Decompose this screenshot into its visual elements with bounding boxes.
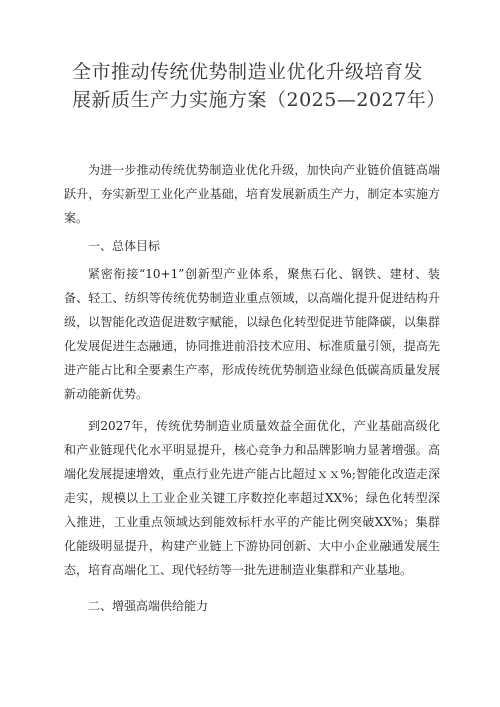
section-2-heading: 二、增强高端供给能力 [88,599,209,613]
spacer [64,406,440,414]
intro-paragraph: 为进一步推动传统优势制造业优化升级，加快向产业链价值链高端跃升，夯实新型工业化产业基础，培育发展新质生产力，制定本实施方案。 [64,163,440,225]
spacer [64,582,440,594]
section-1-paragraph-1: 紧密衔接“10+1”创新型产业体系，聚焦石化、钢铁、建材、装备、轻工、纺织等传统优势制造业重点领域，以高端化提升促进结构升级，以智能化改造促进数字赋能，以绿色化转型促进节能降碳，以集群化发展促进生态融通，协同推进前沿技术应用、标准质量引领，提高先进产能占比和全要素生产率，形成传统优势制造业绿色低碳高质量发展新动能新优势。 [64,267,440,401]
document-title: 全市推动传统优势制造业优化升级培育发展新质生产力实施方案（2025—2027年） [72,61,446,111]
section-1-paragraph-2: 到2027年，传统优势制造业质量效益全面优化，产业基础高级化和产业链现代化水平明显提升，核心竞争力和品牌影响力显著增强。高端化发展提速增效，重点行业先进产能占比超过ｘｘ%;智能化改造走深走实，规模以上工业企业关键工序数控化率超过XX%；绿色化转型深入推进，工业重点领域达到能效标杆水平的产能比例突破XX%；集群化能级明显提升，构建产业链上下游协同创新、大中小企业融通发展生态，培育高端化工、现代轻纺等一批先进制造业集群和产业基地。 [64,419,440,577]
section-1-heading: 一、总体目标 [88,239,161,253]
